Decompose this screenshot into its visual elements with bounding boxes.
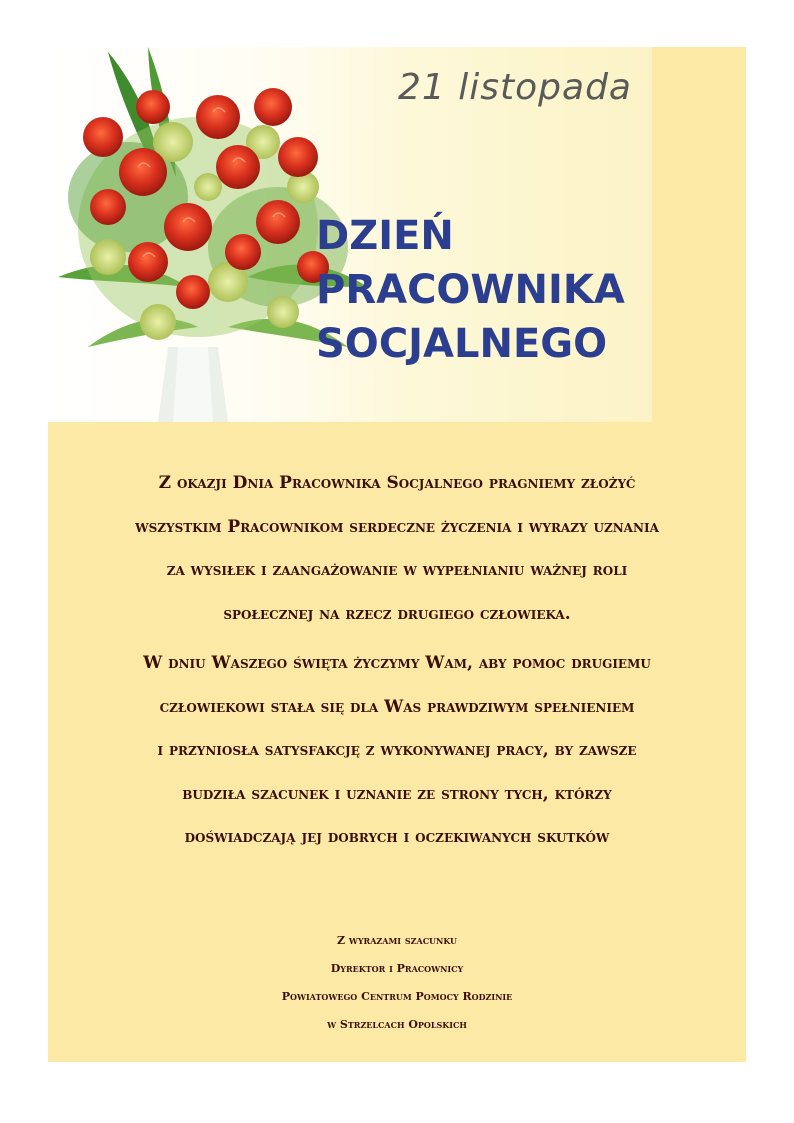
greeting-card-panel xyxy=(48,47,746,1062)
text-line: W dniu Waszego święta życzymy Wam, aby pomoc drugiemu xyxy=(143,653,651,673)
signature-line: Powiatowego Centrum Pomocy Rodzinie xyxy=(281,990,513,1003)
text-line: Z okazji Dnia Pracownika Socjalnego pragniemy złożyć xyxy=(158,473,636,493)
greeting-paragraph-1 xyxy=(48,462,746,636)
signature-block xyxy=(48,927,746,1039)
text-line: człowiekowi stała się dla Was prawdziwym spełnieniem xyxy=(159,696,635,717)
title-line-1: DZIEŃ xyxy=(316,213,454,259)
text-line: i przyniosła satysfakcję z wykonywanej pracy, by zawsze xyxy=(157,740,637,760)
signature-line: w Strzelcach Opolskich xyxy=(327,1018,467,1031)
page-title xyxy=(316,209,625,371)
title-line-3: SOCJALNEGO xyxy=(316,321,608,367)
text-line: wszystkim Pracownikom serdeczne życzenia i wyrazy uznania xyxy=(135,516,659,537)
text-line: budziła szacunek i uznanie ze strony tych, którzy xyxy=(182,783,612,804)
header-card xyxy=(48,47,652,422)
signature-line: Dyrektor i Pracownicy xyxy=(330,962,464,975)
date-heading: 21 listopada xyxy=(398,67,632,108)
text-line: za wysiłek i zaangażowanie w wypełnianiu ważnej roli xyxy=(166,560,628,580)
title-line-2: PRACOWNIKA xyxy=(316,267,625,313)
greeting-body xyxy=(48,462,746,860)
signature-line: Z wyrazami szacunku xyxy=(336,934,457,947)
text-line: społecznej na rzecz drugiego człowieka. xyxy=(223,603,571,624)
greeting-paragraph-2 xyxy=(48,642,746,860)
text-line: doświadczają jej dobrych i oczekiwanych skutków xyxy=(184,827,610,847)
